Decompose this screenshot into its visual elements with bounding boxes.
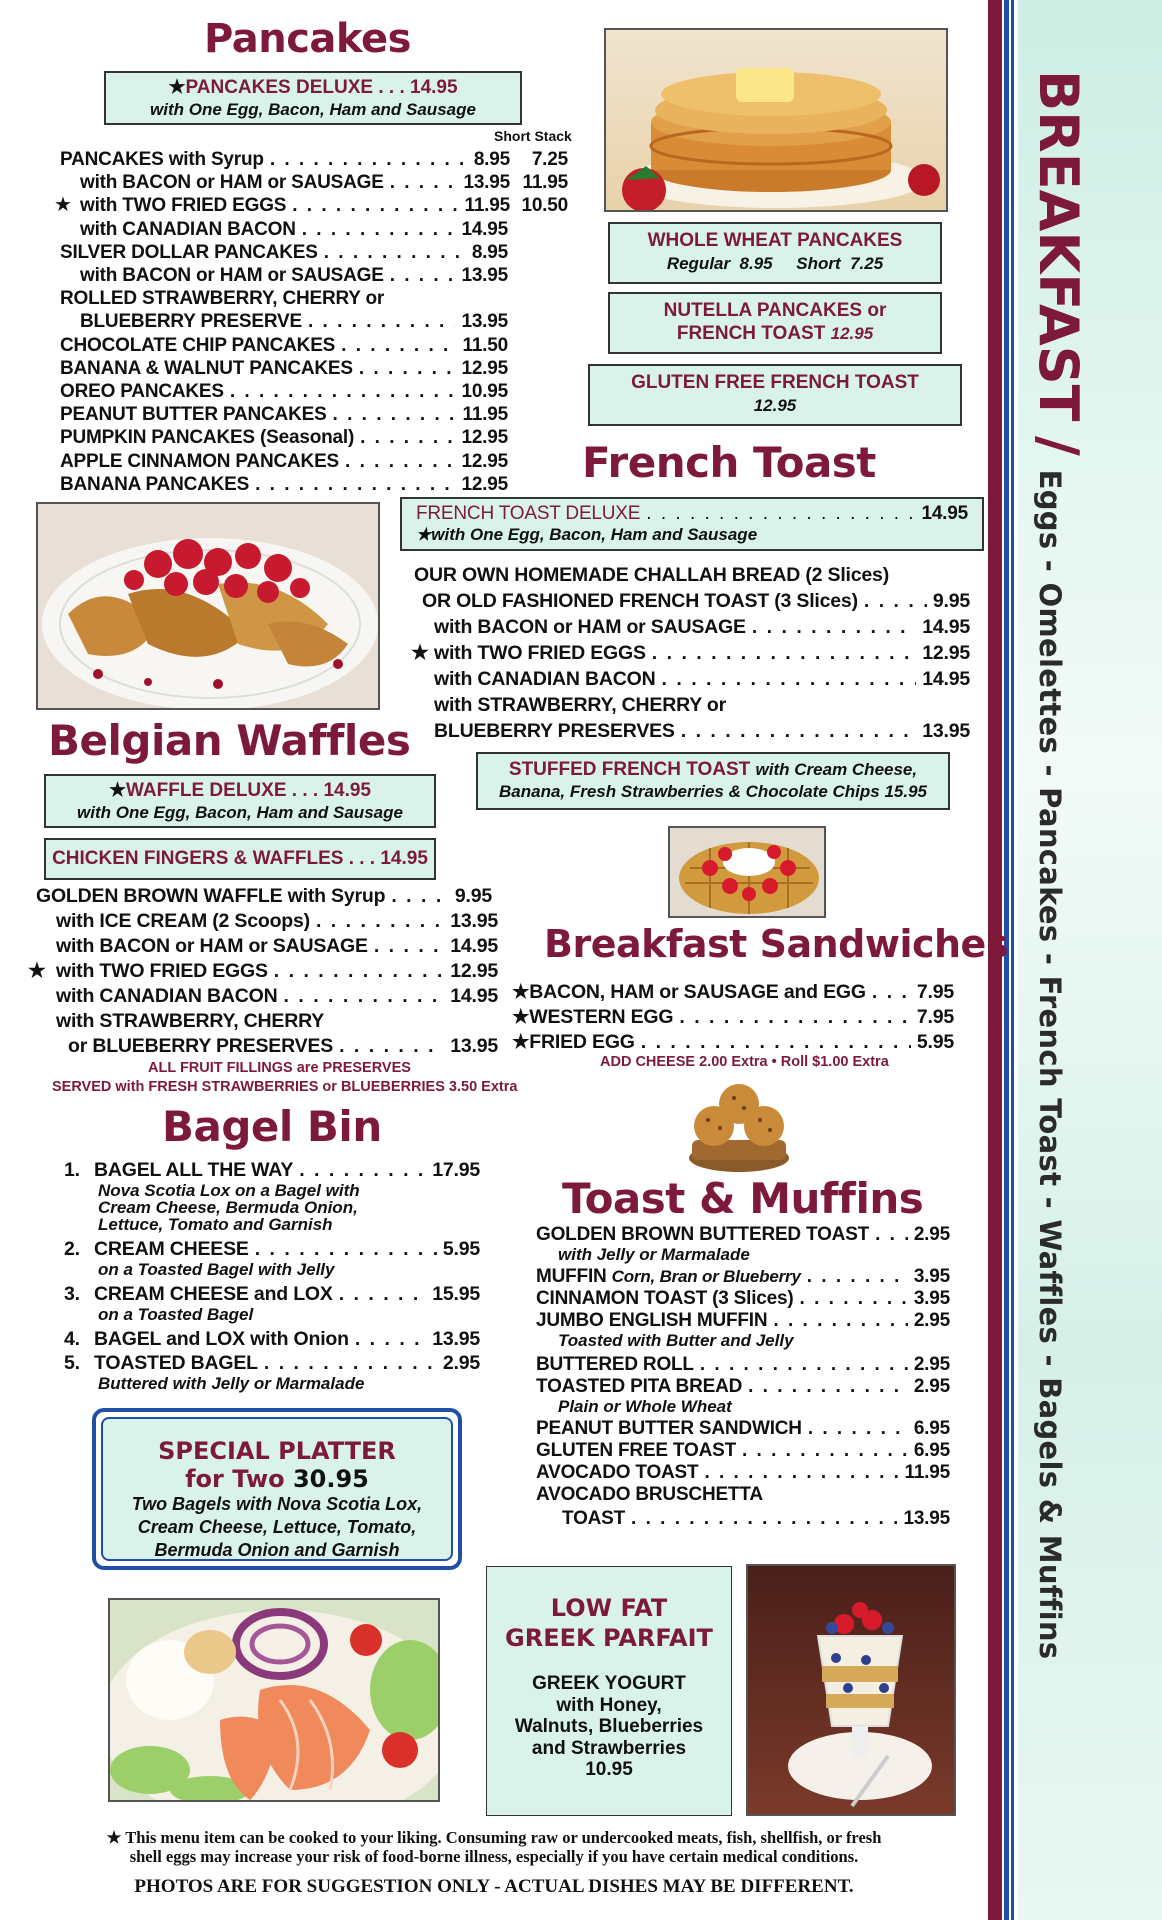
gluten-free-box [588,364,962,426]
special-platter-box [92,1408,462,1570]
list-item: BANANA & WALNUT PANCAKES . . . 12.95 [60,357,508,380]
platter-desc: Cream Cheese, Lettuce, Tomato, [137,1517,417,1537]
parfait-title1: LOW FAT [550,1594,668,1622]
list-item: BLUEBERRY PRESERVES . . . 13.95 [414,718,970,744]
toast-sub: with Jelly or Marmalade [558,1245,750,1264]
list-item: OR OLD FASHIONED FRENCH TOAST (3 Slices) . . . 9.95 [414,588,970,614]
bagels-heading: Bagel Bin [162,1102,382,1151]
star-icon: ★ [168,77,186,98]
list-item: 3. CREAM CHEESE and LOX . . . 15.95 [64,1282,480,1306]
sidebar-subtitle: Eggs - Omelettes - Pancakes - French Toast - Waffles - Bagels & Muffins [1033,469,1067,1660]
list-item: OREO PANCAKES . . . 10.95 [60,380,508,403]
pancakes-deluxe-box [104,71,522,125]
disclaimer-line1: This menu item can be cooked to your liking. Consuming raw or undercooked meats, fish, shellfish, or fresh [125,1828,882,1847]
list-item: AVOCADO BRUSCHETTA [536,1484,763,1505]
bagels-list [64,1158,480,1392]
list-item: BLUEBERRY PRESERVE . . . 13.95 [60,310,508,333]
pancakes-heading: Pancakes [204,16,411,62]
muffin-photo [676,1080,802,1174]
stuffed-desc2: Banana, Fresh Strawberries & Chocolate Chips [499,782,880,801]
list-item: CINNAMON TOAST (3 Slices) . . . 3.95 [536,1288,950,1310]
toast-sub: Toasted with Butter and Jelly [558,1331,794,1350]
toast-sub: Plain or Whole Wheat [558,1397,732,1416]
list-item: or BLUEBERRY PRESERVES . . . 13.95 [36,1034,498,1059]
waffles-note1: ALL FRUIT FILLINGS are PRESERVES [148,1060,411,1076]
sandwiches-note: ADD CHEESE 2.00 Extra • Roll $1.00 Extra [600,1054,889,1070]
platter-for-two: for Two [185,1465,285,1493]
list-item: PANCAKES with Syrup . . . 8.95 7.25 [60,148,568,171]
stuffed-french-toast-box [476,752,950,810]
star-icon: ★ [54,194,72,216]
platter-price: 30.95 [292,1465,369,1493]
waffles-list [28,884,498,1059]
list-item: 5. TOASTED BAGEL . . . 2.95 [64,1351,480,1375]
gluten-free-price: 12.95 [753,396,797,415]
nutella-price: 12.95 [830,324,874,343]
toast-list [536,1224,950,1530]
parfait-desc: and Strawberries [531,1737,687,1759]
sidebar-breakfast: BREAKFAST [1027,70,1090,422]
star-icon: ★ [512,1031,530,1053]
bagel-desc: on a Toasted Bagel [98,1305,254,1324]
bagel-desc: Cream Cheese, Bermuda Onion, [98,1198,358,1217]
list-item: BANANA PANCAKES . . . 12.95 [60,473,508,496]
list-item: GLUTEN FREE TOAST . . . 6.95 [536,1440,950,1462]
bagel-desc: Lettuce, Tomato and Garnish [98,1215,333,1234]
bagel-desc: Nova Scotia Lox on a Bagel with [98,1181,360,1200]
list-item: 4. BAGEL and LOX with Onion . . . 13.95 [64,1327,480,1351]
gluten-free-title: GLUTEN FREE FRENCH TOAST [631,372,919,393]
french-toast-deluxe-name: FRENCH TOAST DELUXE [416,503,641,524]
waffles-note2: SERVED with FRESH STRAWBERRIES or BLUEBERRIES 3.50 Extra [52,1079,518,1095]
disclaimer-line2: shell eggs may increase your risk of food-borne illness, especially if you have certain medical conditions. [129,1847,859,1866]
list-item: with ICE CREAM (2 Scoops) . . . 13.95 [36,909,498,934]
list-item: APPLE CINNAMON PANCAKES . . . 12.95 [60,450,508,473]
list-item: JUMBO ENGLISH MUFFIN . . . 2.95 [536,1310,950,1332]
whole-wheat-sub: Regular 8.95 Short 7.25 [666,254,884,273]
parfait-title2: GREEK PARFAIT [505,1624,713,1652]
stuffed-desc1: with Cream Cheese, [755,760,918,779]
list-item: PUMPKIN PANCAKES (Seasonal) . . . 12.95 [60,426,508,449]
platter-title: SPECIAL PLATTER [158,1437,396,1465]
list-item: ★ WESTERN EGG . . . 7.95 [512,1005,954,1030]
waffles-heading: Belgian Waffles [48,716,411,765]
list-item: with CANADIAN BACON . . . 14.95 [60,218,508,241]
whole-wheat-box [608,222,942,284]
footer-disclaimer [0,1828,988,1866]
sandwiches-list [512,980,954,1055]
chicken-waffles-box [44,838,436,880]
list-item: ROLLED STRAWBERRY, CHERRY or [60,288,385,310]
list-item: SILVER DOLLAR PANCAKES . . . 8.95 [60,241,508,264]
star-icon: ★ [416,525,432,544]
list-item: with CANADIAN BACON . . . 14.95 [36,984,498,1009]
list-item: ★ with TWO FRIED EGGS . . . 12.95 [414,640,970,666]
list-item: BUTTERED ROLL . . . 2.95 [536,1354,950,1376]
parfait-desc: with Honey, [556,1694,662,1716]
stuffed-title: STUFFED FRENCH TOAST [508,759,751,780]
list-item: with BACON or HAM or SAUSAGE . . . 14.95 [414,614,970,640]
star-icon: ★ [28,960,46,982]
platter-desc: Two Bagels with Nova Scotia Lox, [131,1494,423,1514]
footer-photos-note: PHOTOS ARE FOR SUGGESTION ONLY - ACTUAL DISHES MAY BE DIFFERENT. [134,1876,854,1897]
star-icon: ★ [512,1006,530,1028]
short-stack-label: Short Stack [494,128,572,144]
lox-platter-photo [108,1598,440,1802]
toast-heading: Toast & Muffins [562,1174,924,1223]
nutella-line2: FRENCH TOAST [676,323,826,344]
list-item: GOLDEN BROWN BUTTERED TOAST . . . 2.95 [536,1224,950,1246]
list-item: 2. CREAM CHEESE . . . 5.95 [64,1237,480,1261]
parfait-photo [746,1564,956,1816]
pancakes-deluxe-title: PANCAKES DELUXE . . . 14.95 [185,77,458,98]
pancakes-deluxe-sub: with One Egg, Bacon, Ham and Sausage [150,100,476,119]
star-icon: ★ [411,642,429,664]
list-item: with STRAWBERRY, CHERRY or [434,694,727,716]
waffle-deluxe-box [44,774,436,828]
sidebar-slash: / [1027,435,1090,456]
list-item: with BACON or HAM or SAUSAGE . . . 13.95 11.95 [60,171,568,194]
waffle-deluxe-sub: with One Egg, Bacon, Ham and Sausage [77,803,403,822]
french-toast-photo [36,502,380,710]
parfait-price: 10.95 [585,1759,633,1780]
list-item: with TWO FRIED EGGS . . . 11.95 10.50 [60,194,568,217]
stuffed-price: 15.95 [884,782,927,801]
french-toast-list [411,562,970,744]
list-item: with BACON or HAM or SAUSAGE . . . 13.95 [60,264,508,287]
french-toast-deluxe-box [400,497,984,551]
list-item: 1. BAGEL ALL THE WAY . . . 17.95 [64,1158,480,1182]
waffle-deluxe-title: WAFFLE DELUXE . . . 14.95 [126,780,371,801]
star-icon: ★ [109,780,127,801]
list-item: PEANUT BUTTER SANDWICH . . . 6.95 [536,1418,950,1440]
whole-wheat-title: WHOLE WHEAT PANCAKES [647,230,903,251]
french-toast-intro: OUR OWN HOMEMADE CHALLAH BREAD (2 Slices) [414,564,889,586]
french-toast-heading: French Toast [582,438,876,487]
star-icon: ★ [512,981,530,1003]
sandwiches-heading: Breakfast Sandwiches [544,922,1008,966]
parfait-box [486,1566,732,1816]
nutella-box [608,292,942,354]
waffle-photo [668,826,826,918]
list-item: with CANADIAN BACON . . . 14.95 [414,666,970,692]
list-item: with BACON or HAM or SAUSAGE . . . 14.95 [36,934,498,959]
list-item: ★ BACON, HAM or SAUSAGE and EGG . . . 7.95 [512,980,954,1005]
bagel-desc: on a Toasted Bagel with Jelly [98,1260,335,1279]
pancakes-list [54,148,568,496]
list-item: GOLDEN BROWN WAFFLE with Syrup . . . 9.95 [36,884,492,909]
french-toast-deluxe-price: 14.95 [921,503,968,524]
list-item: TOAST . . . 13.95 [536,1508,950,1530]
nutella-line1: NUTELLA PANCAKES or [663,300,887,321]
sidebar-title [1027,70,1090,1659]
list-item: TOASTED PITA BREAD . . . 2.95 [536,1376,950,1398]
pancake-photo [604,28,948,212]
star-icon: ★ [106,1828,122,1847]
list-item: MUFFIN Corn, Bran or Blueberry . . . 3.95 [536,1266,950,1288]
parfait-desc: Walnuts, Blueberries [514,1716,704,1737]
chicken-waffles: CHICKEN FINGERS & WAFFLES . . . 14.95 [52,848,428,869]
list-item: AVOCADO TOAST . . . 11.95 [536,1462,950,1484]
list-item: ★ FRIED EGG . . . 5.95 [512,1030,954,1055]
parfait-desc: GREEK YOGURT [532,1673,686,1694]
list-item: PEANUT BUTTER PANCAKES . . . 11.95 [60,403,508,426]
list-item: CHOCOLATE CHIP PANCAKES . . . 11.50 [60,334,508,357]
list-item: with STRAWBERRY, CHERRY [56,1010,325,1032]
french-toast-deluxe-sub: with One Egg, Bacon, Ham and Sausage [431,525,758,544]
platter-desc: Bermuda Onion and Garnish [154,1540,400,1560]
bagel-desc: Buttered with Jelly or Marmalade [98,1374,365,1393]
list-item: ★ with TWO FRIED EGGS . . . 12.95 [36,959,498,984]
